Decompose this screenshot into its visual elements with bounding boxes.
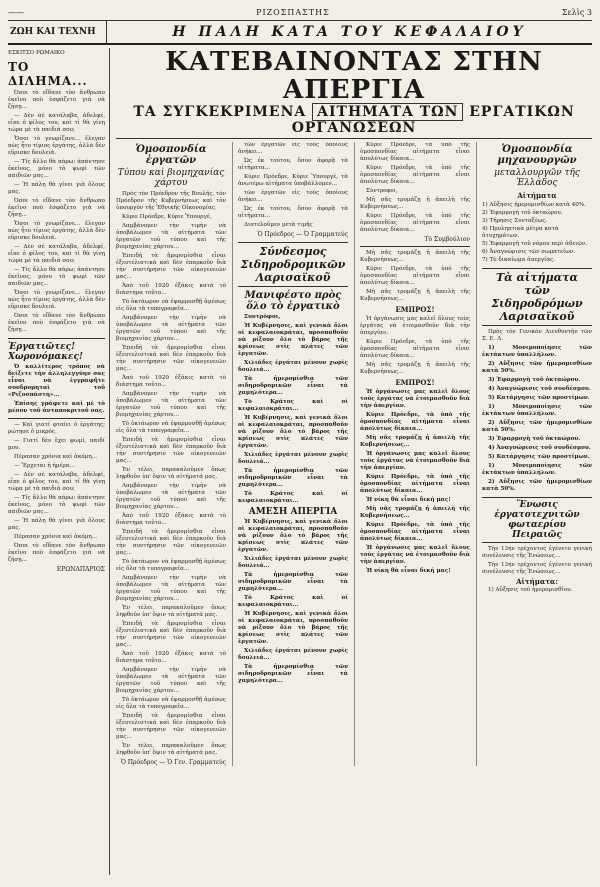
demand-item: 6) Ἀναγνώρισις τῶν σωματείων. [482, 249, 575, 255]
col1-paragraph: Ἐπειδὴ τὰ ἡμερομίσθια εἶναι ἐξευτελιστικά καὶ δὲν ἐπαρκοῦν διὰ τὴν συντήρησιν τῶν οἰκογενειῶν μας... [116, 529, 226, 556]
col2-manifesto-paragraph: Τὰ ἡμερομίσθια τῶν σιδηροδρομικῶν εἶναι τὰ χαμηλότερα... [238, 572, 348, 592]
col1-paragraph: Λαμβάνομεν τὴν τιμὴν νὰ ὑποβάλωμεν τὰ αἰτήματα τῶν ἐργατῶν τοῦ τύπου καὶ τῆς βιομηχανίας χάρτου... [116, 575, 226, 602]
col2-manifesto-paragraph: Τὰ ἡμερομίσθια τῶν σιδηροδρομικῶν εἶναι τὰ χαμηλότερα... [238, 468, 348, 488]
subhead-boxed: ΑΙΤΗΜΑΤΑ ΤΩΝ [312, 103, 463, 121]
col3-paragraph: Ἡ ὀργάνωσις μας καλεῖ ὅλους τοὺς ἐργάτας νὰ ἑτοιμασθοῦν διὰ τὴν ἀπεργίαν. [360, 451, 470, 471]
col2-manifesto-paragraph: Χιλιάδες ἐργάται μένουν χωρὶς δουλειά... [238, 556, 348, 569]
left-paragraph: Πέρασαν χρόνια καὶ ἀκόμη... [14, 534, 98, 540]
col4-body [482, 329, 592, 493]
col3-paragraph: Κύριε Πρόεδρε, τὰ ὑπὸ τῆς ὁμοσπονδίας αἰτήματα εἶναι ἀπολύτως δίκαια... [360, 213, 470, 233]
col1-paragraph: Τὸ ὀκτάωρον νὰ ἐφαρμοσθῇ ἀμέσως εἰς ὅλα τὰ τυπογραφεῖα... [116, 299, 226, 312]
col3-paragraph: Ἡ ὀργάνωσις μας καλεῖ ὅλους τοὺς ἐργάτας νὰ ἑτοιμασθοῦν διὰ τὴν ἀπεργίαν. [360, 389, 470, 409]
col4-paragraph: Πρὸς τὸν Γενικὸν Διευθυντὴν τῶν Σ. Ε. Λ. [482, 329, 592, 342]
col4-paragraph: 5) Κατάργησις τῶν προστίμων. [488, 395, 590, 401]
left-box [8, 364, 105, 415]
col2-manifesto-paragraph: Χιλιάδες ἐργάται μένουν χωρὶς δουλειά... [238, 648, 348, 661]
col4-demands-list [482, 202, 592, 264]
col1-paragraph: Ἐπειδὴ τὰ ἡμερομίσθια εἶναι ἐξευτελιστικά καὶ δὲν ἐπαρκοῦν διὰ τὴν συντήρησιν τῶν οἰκογενειῶν μας... [116, 253, 226, 280]
col3-body-2 [360, 316, 470, 376]
col1-sub: Τύπου καὶ βιομηχανίας χάρτου [117, 168, 225, 188]
col2-paragraph: τῶν ἐργατῶν εἰς τοὺς ὁποίους ἀνήκει... [238, 142, 348, 155]
demand-item: 2) Ἐφαρμογὴ τοῦ ὀκταώρου. [482, 210, 563, 216]
demand-item: 7) Τὸ δικαίωμα ἀπεργίας. [482, 257, 556, 263]
section-banner [8, 21, 592, 45]
col1-paragraph: Ἐπειδὴ τὰ ἡμερομίσθια εἶναι ἐξευτελιστικά καὶ δὲν ἐπαρκοῦν διὰ τὴν συντήρησιν τῶν οἰκογενειῶν μας... [116, 437, 226, 464]
left-paragraph: Ὅσοι τὸ γνωρίζανε... ἔλεγαν πὼς ἦτο τίμιος ἐργάτης, ἀλλὰ δὲν εὕρισκε δουλειά. [8, 290, 105, 310]
col1-paragraph: Ἐπειδὴ τὰ ἡμερομίσθια εἶναι ἐξευτελιστικά καὶ δὲν ἐπαρκοῦν διὰ τὴν συντήρησιν τῶν οἰκογενειῶν μας... [116, 345, 226, 372]
col1-paragraph: Τὸ ὀκτάωρον νὰ ἐφαρμοσθῇ ἀμέσως εἰς ὅλα τὰ τυπογραφεῖα... [116, 559, 226, 572]
left-box-paragraph: Ἐπίσης γράφετε καὶ μὲ τὸ μέσον τοῦ ἀνταποκριτοῦ σας. [8, 401, 105, 414]
col3-cry: ΕΜΠΡΟΣ! [395, 305, 435, 314]
left-column [8, 48, 110, 875]
col1-paragraph: Λαμβάνομεν τὴν τιμὴν νὰ ὑποβάλωμεν τὰ αἰτήματα τῶν ἐργατῶν τοῦ τύπου καὶ τῆς βιομηχανίας χάρτου... [116, 315, 226, 342]
col2-manifesto-paragraph: Ἡ Κυβέρνησις, καὶ γενικὰ ὅλοι οἱ κεφαλαιοκράται, προσπαθοῦν νὰ ρίξουν ὅλο τὸ βάρος τῆς κρίσεως στὶς πλάτες τῶν ἐργατῶν. [238, 519, 348, 553]
col4-paragraph: 2) Αὔξησις τῶν ἡμερομισθίων κατὰ 50%. [482, 361, 592, 374]
page-number: Σελὶς 3 [561, 7, 592, 17]
col3-paragraph: Ἡ ὀργάνωσις μας καλεῖ ὅλους τοὺς ἐργάτας νὰ ἑτοιμασθοῦν διὰ τὴν ἀπεργίαν. [360, 316, 470, 336]
col4-paragraph: 2) Αὔξησις τῶν ἡμερομισθίων κατὰ 50%. [482, 420, 592, 433]
col3-body-3 [360, 389, 470, 575]
col1-paragraph: Ἀπὸ τοῦ 1920 ἐξάκις κατὰ τὸ διάστημα τοῦτο... [116, 375, 226, 388]
col1-paragraph: Ἐν τέλει, παρακαλοῦμεν ὅπως ληφθοῦν ὑπ' ὄψιν τὰ αἰτήματά μας. [116, 467, 226, 480]
col2-body [238, 142, 348, 229]
col4-sub-section: Ἕνωσις ἐργατοτεχνιτῶν φωταερίου Πειραιῶς [482, 497, 592, 543]
left-paragraph: — Ἡ πάλη θὰ γίνει γιὰ ὅλους μας. [8, 518, 105, 531]
col1-paragraph: Τὸ ὀκτάωρον νὰ ἐφαρμοσθῇ ἀμέσως εἰς ὅλα τὰ τυπογραφεῖα... [116, 421, 226, 434]
left-story [8, 90, 105, 334]
col3-paragraph: Κύριε Πρόεδρε, τὰ ὑπὸ τῆς ὁμοσπονδίας αἰτήματα εἶναι ἀπολύτως δίκαια... [360, 412, 470, 432]
col3-signature: Τὸ Συμβούλιον [424, 236, 470, 243]
left-paragraph: Ὅσοι τὸ γνωρίζανε... ἔλεγαν πὼς ἦτο τίμιος ἐργάτης, ἀλλὰ δὲν εὕρισκε δουλειά. [8, 221, 105, 241]
col1-paragraph: Λαμβάνομεν τὴν τιμὴν νὰ ὑποβάλωμεν τὰ αἰτήματα τῶν ἐργατῶν τοῦ τύπου καὶ τῆς βιομηχανίας χάρτου... [116, 223, 226, 250]
col1-paragraph: Ἐπειδὴ τὰ ἡμερομίσθια εἶναι ἐξευτελιστικά καὶ δὲν ἐπαρκοῦν διὰ τὴν συντήρησιν τῶν οἰκογενειῶν μας... [116, 713, 226, 740]
col1-paragraph: Τὸ ὀκτάωρον νὰ ἐφαρμοσθῇ ἀμέσως εἰς ὅλα τὰ τυπογραφεῖα... [116, 697, 226, 710]
col2-manifesto-paragraph: Ἡ Κυβέρνησις, καὶ γενικὰ ὅλοι οἱ κεφαλαιοκράται, προσπαθοῦν νὰ ρίξουν ὅλο τὸ βάρος τῆς κρίσεως στὶς πλάτες τῶν ἐργατῶν. [238, 323, 348, 357]
col2-manifesto-body [238, 314, 348, 505]
col3-body [360, 142, 470, 234]
left-paragraph: — Τίς ἄλλο θὰ πάρω; ἀπάντησε ἐκεῖνος, μόνο τὸ ψωμὶ τῶν παιδιῶν μας... [8, 159, 105, 179]
col2-manifesto: Μανιφέστο πρὸς ὅλο τὸ ἐργατικὸ [244, 290, 342, 312]
col1-paragraph: Ἀπὸ τοῦ 1920 ἐξάκις κατὰ τὸ διάστημα τοῦτο... [116, 283, 226, 296]
demand-item: 5) Ἐφαρμογὴ τοῦ νόμου περὶ ἀδειῶν. [482, 241, 588, 247]
col1-paragraph: Ἀπὸ τοῦ 1920 ἐξάκις κατὰ τὸ διάστημα τοῦτο... [116, 513, 226, 526]
col4-head: Ὁμοσπονδία μηχανουργῶν [497, 144, 577, 166]
col4-paragraph: 4) Ἀναγνώρισις τοῦ συνδέσμου. [488, 386, 591, 392]
left-paragraph: — Καὶ γιατί φταίει ὁ ἐργάτης; ρώτησε ὁ μικρός. [8, 422, 105, 435]
left-paragraph: — Δὲν σὲ κατάλαβα, ἀδελφέ, εἶπε ὁ φίλος του, καὶ τί θὰ γίνῃ τώρα μὲ τὰ παιδιά σου; [8, 113, 105, 133]
newspaper-page [8, 4, 592, 877]
left-paragraph: Ὅσοι τὸ γνωρίζανε... ἔλεγαν πὼς ἦτο τίμιος ἐργάτης, ἀλλὰ δὲν εὕρισκε δουλειά. [8, 136, 105, 156]
left-paragraph: Πέρασαν χρόνια καὶ ἀκόμη... [14, 454, 98, 460]
col2-manifesto-paragraph: Τὸ Κράτος καὶ οἱ κεφαλαιοκράται... [238, 399, 348, 412]
left-paragraph: Όσοι τὸ εἴδανε τὸν ἄνθρωπο ἐκεῖνο ποὺ ἐσφάζετο γιὰ νὰ ζήσῃ... [8, 543, 105, 563]
col1-paragraph: Λαμβάνομεν τὴν τιμὴν νὰ ὑποβάλωμεν τὰ αἰτήματα τῶν ἐργατῶν τοῦ τύπου καὶ τῆς βιομηχανίας χάρτου... [116, 667, 226, 694]
col2-manifesto-paragraph: Χιλιάδες ἐργάται μένουν χωρὶς δουλειά... [238, 452, 348, 465]
col3-paragraph: Ἡ ὀργάνωσις μας καλεῖ ὅλους τοὺς ἐργάτας νὰ ἑτοιμασθοῦν διὰ τὴν ἀπεργίαν. [360, 545, 470, 565]
col4-sub-paragraph: Τὴν 13ην τρέχοντος ἐγένετο γενικὴ συνέλευσις τῆς Ἑνώσεως... [482, 562, 592, 575]
col4-paragraph: 4) Ἀναγνώρισις τοῦ συνδέσμου. [488, 445, 591, 451]
col4-paragraph: 1) Μονιμοποίησις τῶν ἐκτάκτων ὑπαλλήλων. [482, 463, 592, 476]
col3-paragraph: Ἡ νίκη θὰ εἶναι δική μας! [366, 568, 451, 574]
col4-sub-body [482, 546, 592, 594]
col2-manifesto-more [238, 519, 348, 685]
article-column-3 [354, 142, 470, 766]
page-columns [8, 48, 592, 875]
col3-cry: ΕΜΠΡΟΣ! [395, 378, 435, 387]
demand-item: 4) Προληπτικὰ μέτρα κατὰ ἀτυχημάτων. [482, 226, 559, 239]
col1-paragraph: Ἐπειδὴ τὰ ἡμερομίσθια εἶναι ἐξευτελιστικά καὶ δὲν ἐπαρκοῦν διὰ τὴν συντήρησιν τῶν οἰκογενειῶν μας... [116, 621, 226, 648]
left-paragraph: Όσοι τὸ εἴδανε τὸν ἄνθρωπο ἐκεῖνο ποὺ ἐσφάζετο γιὰ νὰ ζήσῃ... [8, 313, 105, 333]
main-headline: ΚΑΤΕΒΑΙΝΟΝΤΑΣ ΣΤΗΝ ΑΠΕΡΓΙΑ [165, 48, 543, 105]
col3-paragraph: Κύριε Πρόεδρε, τὰ ὑπὸ τῆς ὁμοσπονδίας αἰτήματα εἶναι ἀπολύτως δίκαια... [360, 142, 470, 162]
col2-paragraph: Ὡς ἐκ τούτου, ὅσον ἀφορᾷ τὰ αἰτήματα... [238, 158, 348, 171]
col1-paragraph: Ἀπὸ τοῦ 1920 ἐξάκις κατὰ τὸ διάστημα τοῦτο... [116, 651, 226, 664]
col4-paragraph: 5) Κατάργησις τῶν προστίμων. [488, 454, 590, 460]
left-paragraph: — Δὲν σὲ κατάλαβα, ἀδελφέ, εἶπε ὁ φίλος του, καὶ τί θὰ γίνῃ τώρα μὲ τὰ παιδιά σου; [8, 244, 105, 264]
col3-paragraph: Μὴ σᾶς τρομάζῃ ἡ ἀπειλὴ τῆς Κυβερνήσεως... [360, 289, 470, 302]
col2-signature: Ὁ Πρόεδρος — Ὁ Γραμματεύς [257, 231, 348, 238]
subhead-post: ΕΡΓΑΤΙΚΩΝ ΟΡΓΑΝΩΣΕΩΝ [291, 104, 575, 136]
col1-paragraph: Λαμβάνομεν τὴν τιμὴν νὰ ὑποβάλωμεν τὰ αἰτήματα τῶν ἐργατῶν τοῦ τύπου καὶ τῆς βιομηχανίας χάρτου... [116, 391, 226, 418]
col3-paragraph: Κύριε Πρόεδρε, τὰ ὑπὸ τῆς ὁμοσπονδίας αἰτήματα εἶναι ἀπολύτως δίκαια... [360, 266, 470, 286]
col1-paragraph: Πρὸς τὸν Πρόεδρον τῆς Βουλῆς, τὸν Πρόεδρον τῆς Κυβερνήσεως καὶ τὸν ὑπουργὸν τῆς Ἐθνικῆς Οἰκονομίας. [116, 191, 226, 211]
col3-paragraph: Μὴ σᾶς τρομάζῃ ἡ ἀπειλὴ τῆς Κυβερνήσεως... [360, 250, 470, 263]
left-paragraph: Όσοι τὸ εἴδανε τὸν ἄνθρωπο ἐκεῖνο ποὺ ἐσφάζετο γιὰ νὰ ζήσῃ... [8, 198, 105, 218]
article-column-1 [116, 142, 226, 766]
col4-paragraph: 1) Μονιμοποίησις τῶν ἐκτάκτων ὑπαλλήλων. [482, 345, 592, 358]
col2-manifesto-paragraph: Τὰ ἡμερομίσθια τῶν σιδηροδρομικῶν εἶναι τὰ χαμηλότερα... [238, 376, 348, 396]
subhead-pre: ΤΑ ΣΥΓΚΕΚΡΙΜΕΝΑ [133, 104, 307, 120]
left-paragraph: — Τίς ἄλλο θὰ πάρω; ἀπάντησε ἐκεῖνος, μόνο τὸ ψωμὶ τῶν παιδιῶν μας... [8, 495, 105, 515]
col2-paragraph: τῶν ἐργατῶν εἰς τοὺς ὁποίους ἀνήκει... [238, 190, 348, 203]
divider [360, 246, 470, 247]
col4-paragraph: 1) Μονιμοποίησις τῶν ἐκτάκτων ὑπαλλήλων. [482, 404, 592, 417]
col2-paragraph: Ὡς ἐκ τούτου, ὅσον ἀφορᾷ τὰ αἰτήματα... [238, 206, 348, 219]
col2-manifesto-paragraph: Ἡ Κυβέρνησις, καὶ γενικὰ ὅλοι οἱ κεφαλαιοκράται, προσπαθοῦν νὰ ρίξουν ὅλο τὸ βάρος τῆς κρίσεως στὶς πλάτες τῶν ἐργατῶν. [238, 611, 348, 645]
col2-manifesto-paragraph: Τὸ Κράτος καὶ οἱ κεφαλαιοκράται... [238, 595, 348, 608]
col4-demands-title: Αἰτήματα [517, 191, 557, 200]
col1-body [116, 191, 226, 757]
col1-paragraph: Ἐν τέλει, παρακαλοῦμεν ὅπως ληφθοῦν ὑπ' ὄψιν τὰ αἰτήματά μας. [116, 605, 226, 618]
left-box-title: Ἐργατιῶτες! Χωρονόμακες! [8, 338, 105, 362]
col2-section-title: Σύνδεσμος Σιδηροδρομικῶν Λαρισαϊκοῦ [238, 242, 348, 287]
col3-more [360, 250, 470, 303]
article-grid [116, 142, 592, 766]
left-paragraph: — Δὲν σὲ κατάλαβα, ἀδελφέ, εἶπε ὁ φίλος του, καὶ τί θὰ γίνῃ τώρα μὲ τὰ παιδιά σου; [8, 472, 105, 492]
article-column-4 [476, 142, 592, 766]
col2-manifesto-paragraph: Τὸ Κράτος καὶ οἱ κεφαλαιοκράται... [238, 491, 348, 504]
col1-signature: Ὁ Πρόεδρος — Ὁ Γεν. Γραμματεύς [120, 759, 226, 766]
col2-manifesto-paragraph: Τὰ ἡμερομίσθια τῶν σιδηροδρομικῶν εἶναι τὰ χαμηλότερα... [238, 664, 348, 684]
left-box-paragraph: Ὁ καλλίτερος τρόπος νὰ δείξετε τὴν ἀλληλεγγύην σας εἶναι νὰ ἐγγραφῆτε συνδρομηταὶ τοῦ «Ριζοσπάστη»... [8, 364, 105, 398]
demand-item: 3) Τήρησις Συνταξέως. [482, 218, 548, 224]
col2-paragraph: Κύριε Πρόεδρε, Κύριε Ὑπουργέ, τὰ ἀνωτέρω αἰτήματα ὑποβάλλομεν... [238, 174, 348, 187]
col4-sub-paragraph: Τὴν 13ην τρέχοντος ἐγένετο γενικὴ συνέλευσις τῆς Ἑνώσεως... [482, 546, 592, 559]
col1-paragraph: Κύριε Πρόεδρε, Κύριε Ὑπουργέ, [122, 214, 212, 220]
col4-sub: μεταλλουργῶν τῆς Ἑλλάδος [494, 168, 580, 188]
col1-paragraph: Ἐν τέλει, παρακαλοῦμεν ὅπως ληφθοῦν ὑπ' ὄψιν τὰ αἰτήματά μας. [116, 743, 226, 756]
masthead: ΡΙΖΟΣΠΑΣΤΗΣ [256, 7, 330, 17]
main-area [116, 48, 592, 875]
col4-paragraph: 3) Ἐφαρμογὴ τοῦ ὀκταώρου. [488, 436, 581, 442]
col3-paragraph: Κύριε Πρόεδρε, τὰ ὑπὸ τῆς ὁμοσπονδίας αἰτήματα εἶναι ἀπολύτως δίκαια... [360, 339, 470, 359]
left-mark: —— [8, 7, 24, 17]
left-title: ΤΟ ΔΙΛΗΜΑ... [8, 60, 88, 88]
left-paragraph: — Τίς ἄλλο θὰ πάρω; ἀπάντησε ἐκεῖνος, μόνο τὸ ψωμὶ τῶν παιδιῶν μας... [8, 267, 105, 287]
left-signature: ΕΡΩΝΑΠΑΡΙΟΣ [56, 566, 105, 573]
col2-strike: ΑΜΕΣΗ ΑΠΕΡΓΙΑ [248, 507, 338, 517]
col4-sub-paragraph: 1) Αὔξησις τοῦ ἡμερομισθίου. [488, 587, 573, 593]
col3-paragraph: Μὴ σᾶς τρομάζῃ ἡ ἀπειλὴ τῆς Κυβερνήσεως... [360, 197, 470, 210]
col1-paragraph: Λαμβάνομεν τὴν τιμὴν νὰ ὑποβάλωμεν τὰ αἰτήματα τῶν ἐργατῶν τοῦ τύπου καὶ τῆς βιομηχανίας χάρτου... [116, 483, 226, 510]
col3-paragraph: Μὴ σᾶς τρομάζῃ ἡ ἀπειλὴ τῆς Κυβερνήσεως... [360, 435, 470, 448]
col4-section-title: Τὰ αἰτήματα τῶν Σιδηροδρόμων Λαρισαϊκοῦ [482, 268, 592, 326]
article-column-2 [232, 142, 348, 766]
top-bar [8, 4, 592, 21]
main-subhead [116, 104, 592, 139]
col3-paragraph: Μὴ σᾶς τρομάζῃ ἡ ἀπειλὴ τῆς Κυβερνήσεως... [360, 506, 470, 519]
col3-paragraph: Κύριε Πρόεδρε, τὰ ὑπὸ τῆς ὁμοσπονδίας αἰτήματα εἶναι ἀπολύτως δίκαια... [360, 522, 470, 542]
left-kicker: ΕΣΚΙΤΣΟ ΡΩΜΑΙΚΟ [8, 50, 65, 56]
col4-sub-demands: Αἰτήματα: [516, 577, 558, 586]
col4-paragraph: 3) Ἐφαρμογὴ τοῦ ὀκταώρου. [488, 377, 581, 383]
col3-paragraph: Κύριε Πρόεδρε, τὰ ὑπὸ τῆς ὁμοσπονδίας αἰτήματα εἶναι ἀπολύτως δίκαια... [360, 474, 470, 494]
divider [8, 418, 105, 419]
col2-paragraph: Διατελοῦμεν μετὰ τιμῆς [244, 222, 313, 228]
left-story-continued [8, 422, 105, 564]
col1-head: Ὁμοσπονδία ἐργατῶν [135, 144, 207, 166]
demand-item: 1) Αὔξησις ἡμερομισθίων κατὰ 40%. [482, 202, 586, 208]
section-label: ΖΩΗ ΚΑΙ ΤΕΧΝΗ [8, 21, 107, 43]
col2-manifesto-paragraph: Χιλιάδες ἐργάται μένουν χωρὶς δουλειά... [238, 360, 348, 373]
col4-paragraph: 2) Αὔξησις τῶν ἡμερομισθίων κατὰ 50%. [482, 479, 592, 492]
col3-paragraph: Κύριε Πρόεδρε, τὰ ὑπὸ τῆς ὁμοσπονδίας αἰτήματα εἶναι ἀπολύτως δίκαια... [360, 165, 470, 185]
left-paragraph: Όσοι τὸ εἴδανε τὸν ἄνθρωπο ἐκεῖνο ποὺ ἐσφάζετο γιὰ νὰ ζήσῃ... [8, 90, 105, 110]
col3-paragraph: Ἡ νίκη θὰ εἶναι δική μας! [366, 497, 451, 503]
col2-manifesto-paragraph: Ἡ Κυβέρνησις, καὶ γενικὰ ὅλοι οἱ κεφαλαιοκράται, προσπαθοῦν νὰ ρίξουν ὅλο τὸ βάρος τῆς κρίσεως στὶς πλάτες τῶν ἐργατῶν. [238, 415, 348, 449]
col3-paragraph: Σύντροφοι, [366, 188, 398, 194]
left-paragraph: — Γιατί δὲν ἔχει ψωμί, παιδί μου. [8, 438, 105, 451]
banner-title: Η ΠΑΛΗ ΚΑΤΑ ΤΟΥ ΚΕΦΑΛΑΙΟΥ [172, 24, 527, 40]
col3-paragraph: Μὴ σᾶς τρομάζῃ ἡ ἀπειλὴ τῆς Κυβερνήσεως... [360, 362, 470, 375]
col2-manifesto-paragraph: Συντρόφοι, [244, 314, 281, 320]
left-paragraph: — Ἡ πάλη θὰ γίνει γιὰ ὅλους μας. [8, 182, 105, 195]
left-paragraph: — Ἔρχεται ἡ ἡμέρα... [14, 463, 75, 469]
